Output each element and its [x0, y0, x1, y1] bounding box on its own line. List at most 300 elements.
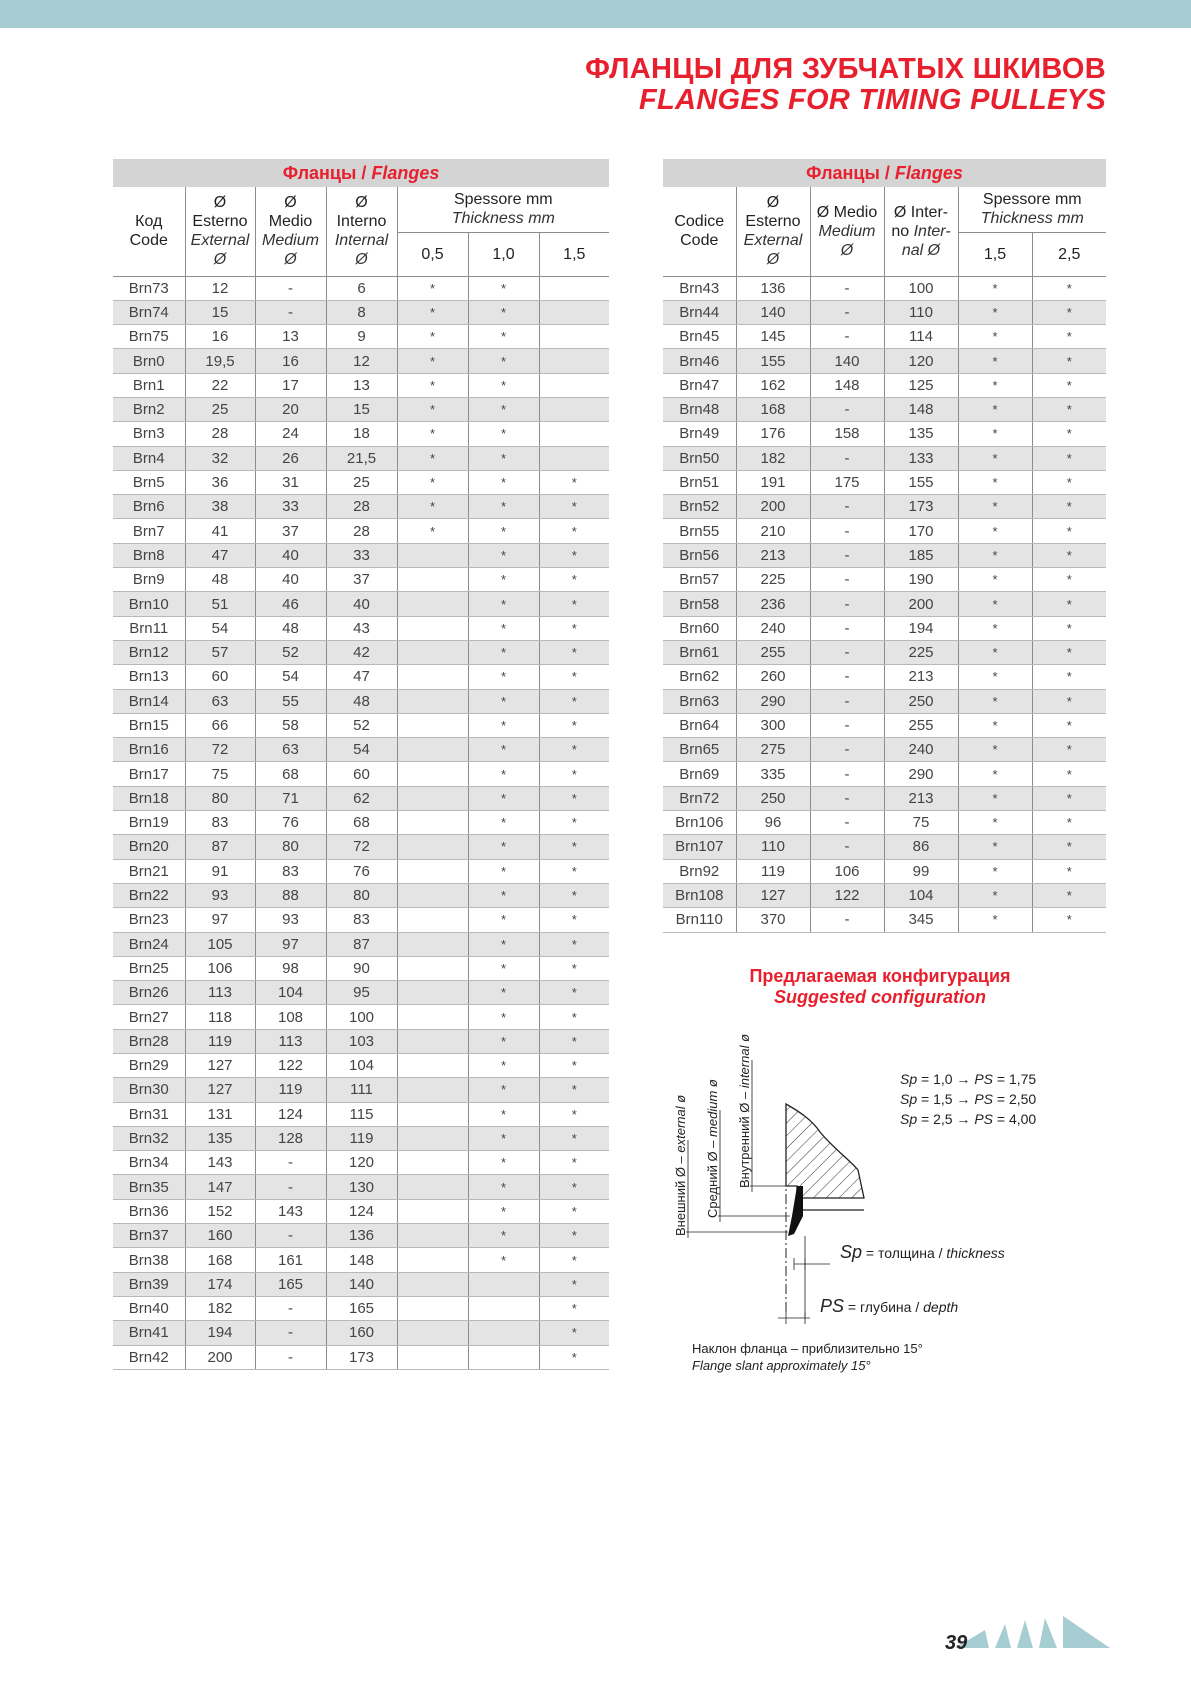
cell-internal: 345 [884, 908, 958, 932]
cell-thickness-25: * [1032, 640, 1106, 664]
cell-thickness-25: * [1032, 446, 1106, 470]
cell-thickness-25: * [1032, 568, 1106, 592]
cell-thickness-10: * [468, 1224, 539, 1248]
cell-code: Brn44 [663, 300, 736, 324]
cell-thickness-25: * [1032, 835, 1106, 859]
cell-thickness-10: * [468, 422, 539, 446]
cell-external: 32 [185, 446, 255, 470]
cell-external: 16 [185, 325, 255, 349]
cell-medium: 148 [810, 373, 884, 397]
cell-external: 63 [185, 689, 255, 713]
cell-internal: 194 [884, 616, 958, 640]
cell-code: Brn64 [663, 713, 736, 737]
cell-medium: 24 [255, 422, 326, 446]
cell-external: 147 [185, 1175, 255, 1199]
cell-internal: 12 [326, 349, 397, 373]
cell-thickness-25: * [1032, 470, 1106, 494]
cell-code: Brn4 [113, 446, 185, 470]
cell-internal: 160 [326, 1321, 397, 1345]
cell-thickness-10: * [468, 1199, 539, 1223]
cell-thickness-25: * [1032, 616, 1106, 640]
cell-external: 51 [185, 592, 255, 616]
cell-internal: 124 [326, 1199, 397, 1223]
cell-code: Brn56 [663, 543, 736, 567]
cell-internal: 136 [326, 1224, 397, 1248]
cell-external: 182 [736, 446, 810, 470]
cell-thickness-15: * [539, 762, 609, 786]
cell-internal: 135 [884, 422, 958, 446]
cell-thickness-15: * [539, 665, 609, 689]
cell-thickness-15: * [958, 495, 1032, 519]
cell-medium: 76 [255, 811, 326, 835]
cell-code: Brn17 [113, 762, 185, 786]
cell-thickness-15: * [539, 883, 609, 907]
cell-external: 145 [736, 325, 810, 349]
cell-thickness-15: * [539, 1321, 609, 1345]
cell-external: 47 [185, 543, 255, 567]
pulley-section-hatched [786, 1104, 864, 1198]
cell-code: Brn37 [113, 1224, 185, 1248]
cell-thickness-15: * [539, 640, 609, 664]
cell-code: Brn55 [663, 519, 736, 543]
cell-thickness-15: * [539, 1224, 609, 1248]
cell-internal: 47 [326, 665, 397, 689]
cell-medium: 165 [255, 1272, 326, 1296]
cell-internal: 75 [884, 811, 958, 835]
cell-thickness-25: * [1032, 665, 1106, 689]
cell-internal: 148 [326, 1248, 397, 1272]
cell-thickness-15: * [958, 373, 1032, 397]
cell-external: 182 [185, 1296, 255, 1320]
header-medium: Ø Medio Medium Ø [255, 187, 326, 276]
cell-internal: 104 [884, 883, 958, 907]
cell-external: 97 [185, 908, 255, 932]
cell-internal: 173 [326, 1345, 397, 1369]
cell-code: Brn5 [113, 470, 185, 494]
cell-thickness-10: * [468, 956, 539, 980]
cell-internal: 28 [326, 495, 397, 519]
cell-internal: 72 [326, 835, 397, 859]
cell-external: 91 [185, 859, 255, 883]
cell-external: 213 [736, 543, 810, 567]
cell-code: Brn1 [113, 373, 185, 397]
cell-medium: - [255, 1224, 326, 1248]
cell-medium: 108 [255, 1005, 326, 1029]
cell-internal: 87 [326, 932, 397, 956]
cell-medium: 40 [255, 543, 326, 567]
cell-thickness-15: * [539, 1175, 609, 1199]
cell-thickness-10: * [468, 373, 539, 397]
cell-internal: 213 [884, 665, 958, 689]
cell-thickness-25: * [1032, 519, 1106, 543]
formula-2: Sp = 1,5 → PS = 2,50 [900, 1091, 1037, 1107]
cell-thickness-15: * [539, 1005, 609, 1029]
header-thickness-15: 1,5 [958, 232, 1032, 276]
cell-thickness-15: * [539, 568, 609, 592]
cell-medium: 119 [255, 1078, 326, 1102]
flange-slant-note: Наклон фланца – приблизительно 15° Flange slant approximately 15° [692, 1341, 923, 1373]
cell-external: 127 [185, 1078, 255, 1102]
cell-code: Brn110 [663, 908, 736, 932]
cell-thickness-10: * [468, 859, 539, 883]
cell-thickness-15: * [539, 713, 609, 737]
cell-thickness-25: * [1032, 762, 1106, 786]
cell-thickness-25: * [1032, 495, 1106, 519]
formula-3: Sp = 2,5 → PS = 4,00 [900, 1111, 1037, 1127]
cell-medium: 83 [255, 859, 326, 883]
cell-thickness-05: * [397, 349, 468, 373]
cell-internal: 213 [884, 786, 958, 810]
cell-thickness-10: * [468, 1126, 539, 1150]
cell-code: Brn57 [663, 568, 736, 592]
cell-code: Brn43 [663, 276, 736, 300]
cell-internal: 103 [326, 1029, 397, 1053]
cell-medium: - [810, 835, 884, 859]
cell-internal: 110 [884, 300, 958, 324]
header-external: Ø Esterno External Ø [736, 187, 810, 276]
cell-external: 75 [185, 762, 255, 786]
cell-external: 48 [185, 568, 255, 592]
cell-medium: - [255, 1296, 326, 1320]
cell-internal: 40 [326, 592, 397, 616]
cell-internal: 240 [884, 738, 958, 762]
cell-external: 87 [185, 835, 255, 859]
cell-code: Brn62 [663, 665, 736, 689]
cell-code: Brn15 [113, 713, 185, 737]
caption-ru: Фланцы / [282, 162, 372, 183]
cell-code: Brn20 [113, 835, 185, 859]
cell-thickness-10: * [468, 495, 539, 519]
header-internal: Ø Inter- no Inter- nal Ø [884, 187, 958, 276]
cell-code: Brn42 [113, 1345, 185, 1369]
cell-thickness-15: * [958, 713, 1032, 737]
cell-code: Brn18 [113, 786, 185, 810]
cell-internal: 54 [326, 738, 397, 762]
cell-thickness-15: * [539, 811, 609, 835]
cell-external: 105 [185, 932, 255, 956]
cell-thickness-25: * [1032, 592, 1106, 616]
cell-thickness-10: * [468, 713, 539, 737]
cell-medium: - [255, 300, 326, 324]
cell-external: 80 [185, 786, 255, 810]
cell-medium: 122 [810, 883, 884, 907]
cell-medium: 106 [810, 859, 884, 883]
cell-thickness-15: * [958, 519, 1032, 543]
cell-medium: 40 [255, 568, 326, 592]
cell-external: 22 [185, 373, 255, 397]
cell-internal: 250 [884, 689, 958, 713]
cell-internal: 28 [326, 519, 397, 543]
cell-thickness-15: * [539, 1054, 609, 1078]
cell-medium: 68 [255, 762, 326, 786]
cell-thickness-15: * [539, 1199, 609, 1223]
cell-external: 57 [185, 640, 255, 664]
cell-thickness-15: * [539, 495, 609, 519]
cell-internal: 80 [326, 883, 397, 907]
cell-external: 110 [736, 835, 810, 859]
cell-code: Brn72 [663, 786, 736, 810]
cell-medium: - [810, 665, 884, 689]
cell-medium: 98 [255, 956, 326, 980]
cell-thickness-25: * [1032, 349, 1106, 373]
cell-thickness-15: * [539, 956, 609, 980]
cell-code: Brn51 [663, 470, 736, 494]
header-thickness: Spessore mm Thickness mm [958, 187, 1106, 232]
cell-medium: - [810, 713, 884, 737]
cell-external: 191 [736, 470, 810, 494]
header-internal: Ø Interno Internal Ø [326, 187, 397, 276]
cell-thickness-15: * [958, 616, 1032, 640]
cell-thickness-25: * [1032, 883, 1106, 907]
cell-thickness-25: * [1032, 397, 1106, 421]
cell-thickness-15: * [539, 981, 609, 1005]
legend-depth: PS = глубина / depth [820, 1296, 959, 1316]
cell-code: Brn107 [663, 835, 736, 859]
cell-thickness-10: * [468, 689, 539, 713]
page-title-ru: ФЛАНЦЫ ДЛЯ ЗУБЧАТЫХ ШКИВОВ [585, 53, 1106, 85]
cell-thickness-25: * [1032, 422, 1106, 446]
cell-code: Brn32 [113, 1126, 185, 1150]
cell-thickness-05: * [397, 300, 468, 324]
cell-thickness-15: * [539, 470, 609, 494]
cell-thickness-15: * [539, 1151, 609, 1175]
cell-thickness-15: * [958, 422, 1032, 446]
cell-thickness-15: * [958, 568, 1032, 592]
cell-medium: - [810, 616, 884, 640]
cell-code: Brn30 [113, 1078, 185, 1102]
cell-thickness-15: * [539, 835, 609, 859]
page-title-en: FLANGES FOR TIMING PULLEYS [639, 84, 1106, 116]
cell-internal: 125 [884, 373, 958, 397]
cell-code: Brn24 [113, 932, 185, 956]
cell-code: Brn50 [663, 446, 736, 470]
cell-thickness-25: * [1032, 811, 1106, 835]
cell-medium: 31 [255, 470, 326, 494]
cell-medium: 20 [255, 397, 326, 421]
cell-code: Brn26 [113, 981, 185, 1005]
cell-code: Brn49 [663, 422, 736, 446]
cell-thickness-15: * [539, 1078, 609, 1102]
cell-code: Brn6 [113, 495, 185, 519]
cell-thickness-15: * [539, 1102, 609, 1126]
cell-thickness-10: * [468, 665, 539, 689]
cell-medium: - [810, 592, 884, 616]
cell-thickness-10: * [468, 446, 539, 470]
cell-internal: 115 [326, 1102, 397, 1126]
cell-external: 168 [736, 397, 810, 421]
cell-internal: 225 [884, 640, 958, 664]
cell-external: 200 [185, 1345, 255, 1369]
cell-medium: 80 [255, 835, 326, 859]
cell-internal: 43 [326, 616, 397, 640]
cell-thickness-15: * [539, 1029, 609, 1053]
cell-thickness-15: * [539, 1345, 609, 1369]
header-thickness-05: 0,5 [397, 232, 468, 276]
formula-1: Sp = 1,0 → PS = 1,75 [900, 1071, 1037, 1087]
cell-medium: - [810, 446, 884, 470]
cell-medium: - [255, 1175, 326, 1199]
cell-code: Brn27 [113, 1005, 185, 1029]
cell-thickness-10: * [468, 470, 539, 494]
cell-external: 119 [736, 859, 810, 883]
cell-medium: 46 [255, 592, 326, 616]
cell-code: Brn19 [113, 811, 185, 835]
cell-external: 200 [736, 495, 810, 519]
cell-external: 260 [736, 665, 810, 689]
cell-external: 225 [736, 568, 810, 592]
cell-medium: 48 [255, 616, 326, 640]
cell-medium: 17 [255, 373, 326, 397]
cell-code: Brn22 [113, 883, 185, 907]
cell-medium: 104 [255, 981, 326, 1005]
cell-external: 250 [736, 786, 810, 810]
cell-thickness-10: * [468, 568, 539, 592]
cell-external: 174 [185, 1272, 255, 1296]
cell-thickness-15: * [958, 470, 1032, 494]
cell-external: 290 [736, 689, 810, 713]
label-internal-diameter: Внутренний Ø – internal ø [737, 1033, 752, 1188]
cell-medium: 140 [810, 349, 884, 373]
cell-medium: 97 [255, 932, 326, 956]
cell-internal: 76 [326, 859, 397, 883]
cell-thickness-10: * [468, 1175, 539, 1199]
cell-thickness-25: * [1032, 713, 1106, 737]
cell-code: Brn40 [113, 1296, 185, 1320]
cell-thickness-15: * [539, 859, 609, 883]
cell-internal: 6 [326, 276, 397, 300]
cell-external: 83 [185, 811, 255, 835]
cell-thickness-15: * [539, 1248, 609, 1272]
cell-medium: 16 [255, 349, 326, 373]
cell-internal: 99 [884, 859, 958, 883]
cell-medium: 63 [255, 738, 326, 762]
cell-external: 28 [185, 422, 255, 446]
configuration-title-en: Suggested configuration [773, 987, 986, 1007]
cell-thickness-15: * [958, 738, 1032, 762]
cell-internal: 100 [326, 1005, 397, 1029]
cell-thickness-15: * [958, 908, 1032, 932]
cell-thickness-25: * [1032, 908, 1106, 932]
cell-thickness-15: * [539, 1126, 609, 1150]
cell-thickness-05: * [397, 397, 468, 421]
cell-thickness-05: * [397, 495, 468, 519]
cell-thickness-15: * [958, 446, 1032, 470]
cell-code: Brn106 [663, 811, 736, 835]
cell-external: 155 [736, 349, 810, 373]
cell-thickness-10: * [468, 592, 539, 616]
cell-medium: 33 [255, 495, 326, 519]
cell-external: 194 [185, 1321, 255, 1345]
cell-internal: 68 [326, 811, 397, 835]
cell-internal: 100 [884, 276, 958, 300]
cell-thickness-10: * [468, 616, 539, 640]
cell-code: Brn41 [113, 1321, 185, 1345]
cell-code: Brn73 [113, 276, 185, 300]
cell-internal: 119 [326, 1126, 397, 1150]
cell-external: 127 [185, 1054, 255, 1078]
cell-thickness-10: * [468, 1248, 539, 1272]
cell-thickness-15: * [539, 519, 609, 543]
cell-thickness-15: * [958, 665, 1032, 689]
cell-external: 41 [185, 519, 255, 543]
cell-internal: 170 [884, 519, 958, 543]
cell-internal: 83 [326, 908, 397, 932]
cell-code: Brn13 [113, 665, 185, 689]
cell-code: Brn47 [663, 373, 736, 397]
cell-external: 162 [736, 373, 810, 397]
cell-medium: 124 [255, 1102, 326, 1126]
cell-internal: 200 [884, 592, 958, 616]
cell-code: Brn9 [113, 568, 185, 592]
legend-thickness: Sp = толщина / thickness [840, 1242, 1005, 1262]
cell-thickness-15: * [958, 689, 1032, 713]
cell-thickness-10: * [468, 300, 539, 324]
cell-medium: 71 [255, 786, 326, 810]
cell-internal: 255 [884, 713, 958, 737]
cell-thickness-15: * [958, 762, 1032, 786]
cell-thickness-15: * [539, 543, 609, 567]
cell-external: 38 [185, 495, 255, 519]
cell-thickness-15: * [539, 616, 609, 640]
cell-external: 12 [185, 276, 255, 300]
cell-thickness-15: * [958, 543, 1032, 567]
header-thickness-10: 1,0 [468, 232, 539, 276]
cell-thickness-10: * [468, 1078, 539, 1102]
cell-thickness-15: * [539, 689, 609, 713]
cell-external: 119 [185, 1029, 255, 1053]
cell-external: 236 [736, 592, 810, 616]
cell-medium: - [810, 276, 884, 300]
cell-external: 66 [185, 713, 255, 737]
cell-thickness-10: * [468, 1151, 539, 1175]
cell-thickness-10: * [468, 640, 539, 664]
cell-thickness-05: * [397, 470, 468, 494]
cell-medium: - [255, 1345, 326, 1369]
header-medium: Ø Medio Medium Ø [810, 187, 884, 276]
cell-code: Brn38 [113, 1248, 185, 1272]
cell-thickness-15: * [958, 883, 1032, 907]
cell-code: Brn16 [113, 738, 185, 762]
cell-internal: 37 [326, 568, 397, 592]
cell-internal: 104 [326, 1054, 397, 1078]
header-code: Код Code [113, 187, 185, 276]
cell-medium: 54 [255, 665, 326, 689]
cell-medium: - [810, 762, 884, 786]
cell-thickness-10: * [468, 349, 539, 373]
cell-internal: 290 [884, 762, 958, 786]
cell-code: Brn0 [113, 349, 185, 373]
cell-internal: 18 [326, 422, 397, 446]
cell-thickness-15: * [958, 592, 1032, 616]
cell-code: Brn21 [113, 859, 185, 883]
cell-code: Brn23 [113, 908, 185, 932]
caption-en: Flanges [894, 162, 963, 183]
cell-thickness-15: * [539, 786, 609, 810]
flange-profile [788, 1186, 803, 1236]
cell-medium: - [810, 811, 884, 835]
cell-internal: 86 [884, 835, 958, 859]
cell-internal: 111 [326, 1078, 397, 1102]
caption-ru: Фланцы / [806, 162, 895, 183]
cell-thickness-10: * [468, 762, 539, 786]
cell-external: 127 [736, 883, 810, 907]
cell-internal: 165 [326, 1296, 397, 1320]
cell-code: Brn28 [113, 1029, 185, 1053]
cell-internal: 48 [326, 689, 397, 713]
cell-thickness-15: * [958, 640, 1032, 664]
cell-medium: - [810, 397, 884, 421]
cell-code: Brn11 [113, 616, 185, 640]
